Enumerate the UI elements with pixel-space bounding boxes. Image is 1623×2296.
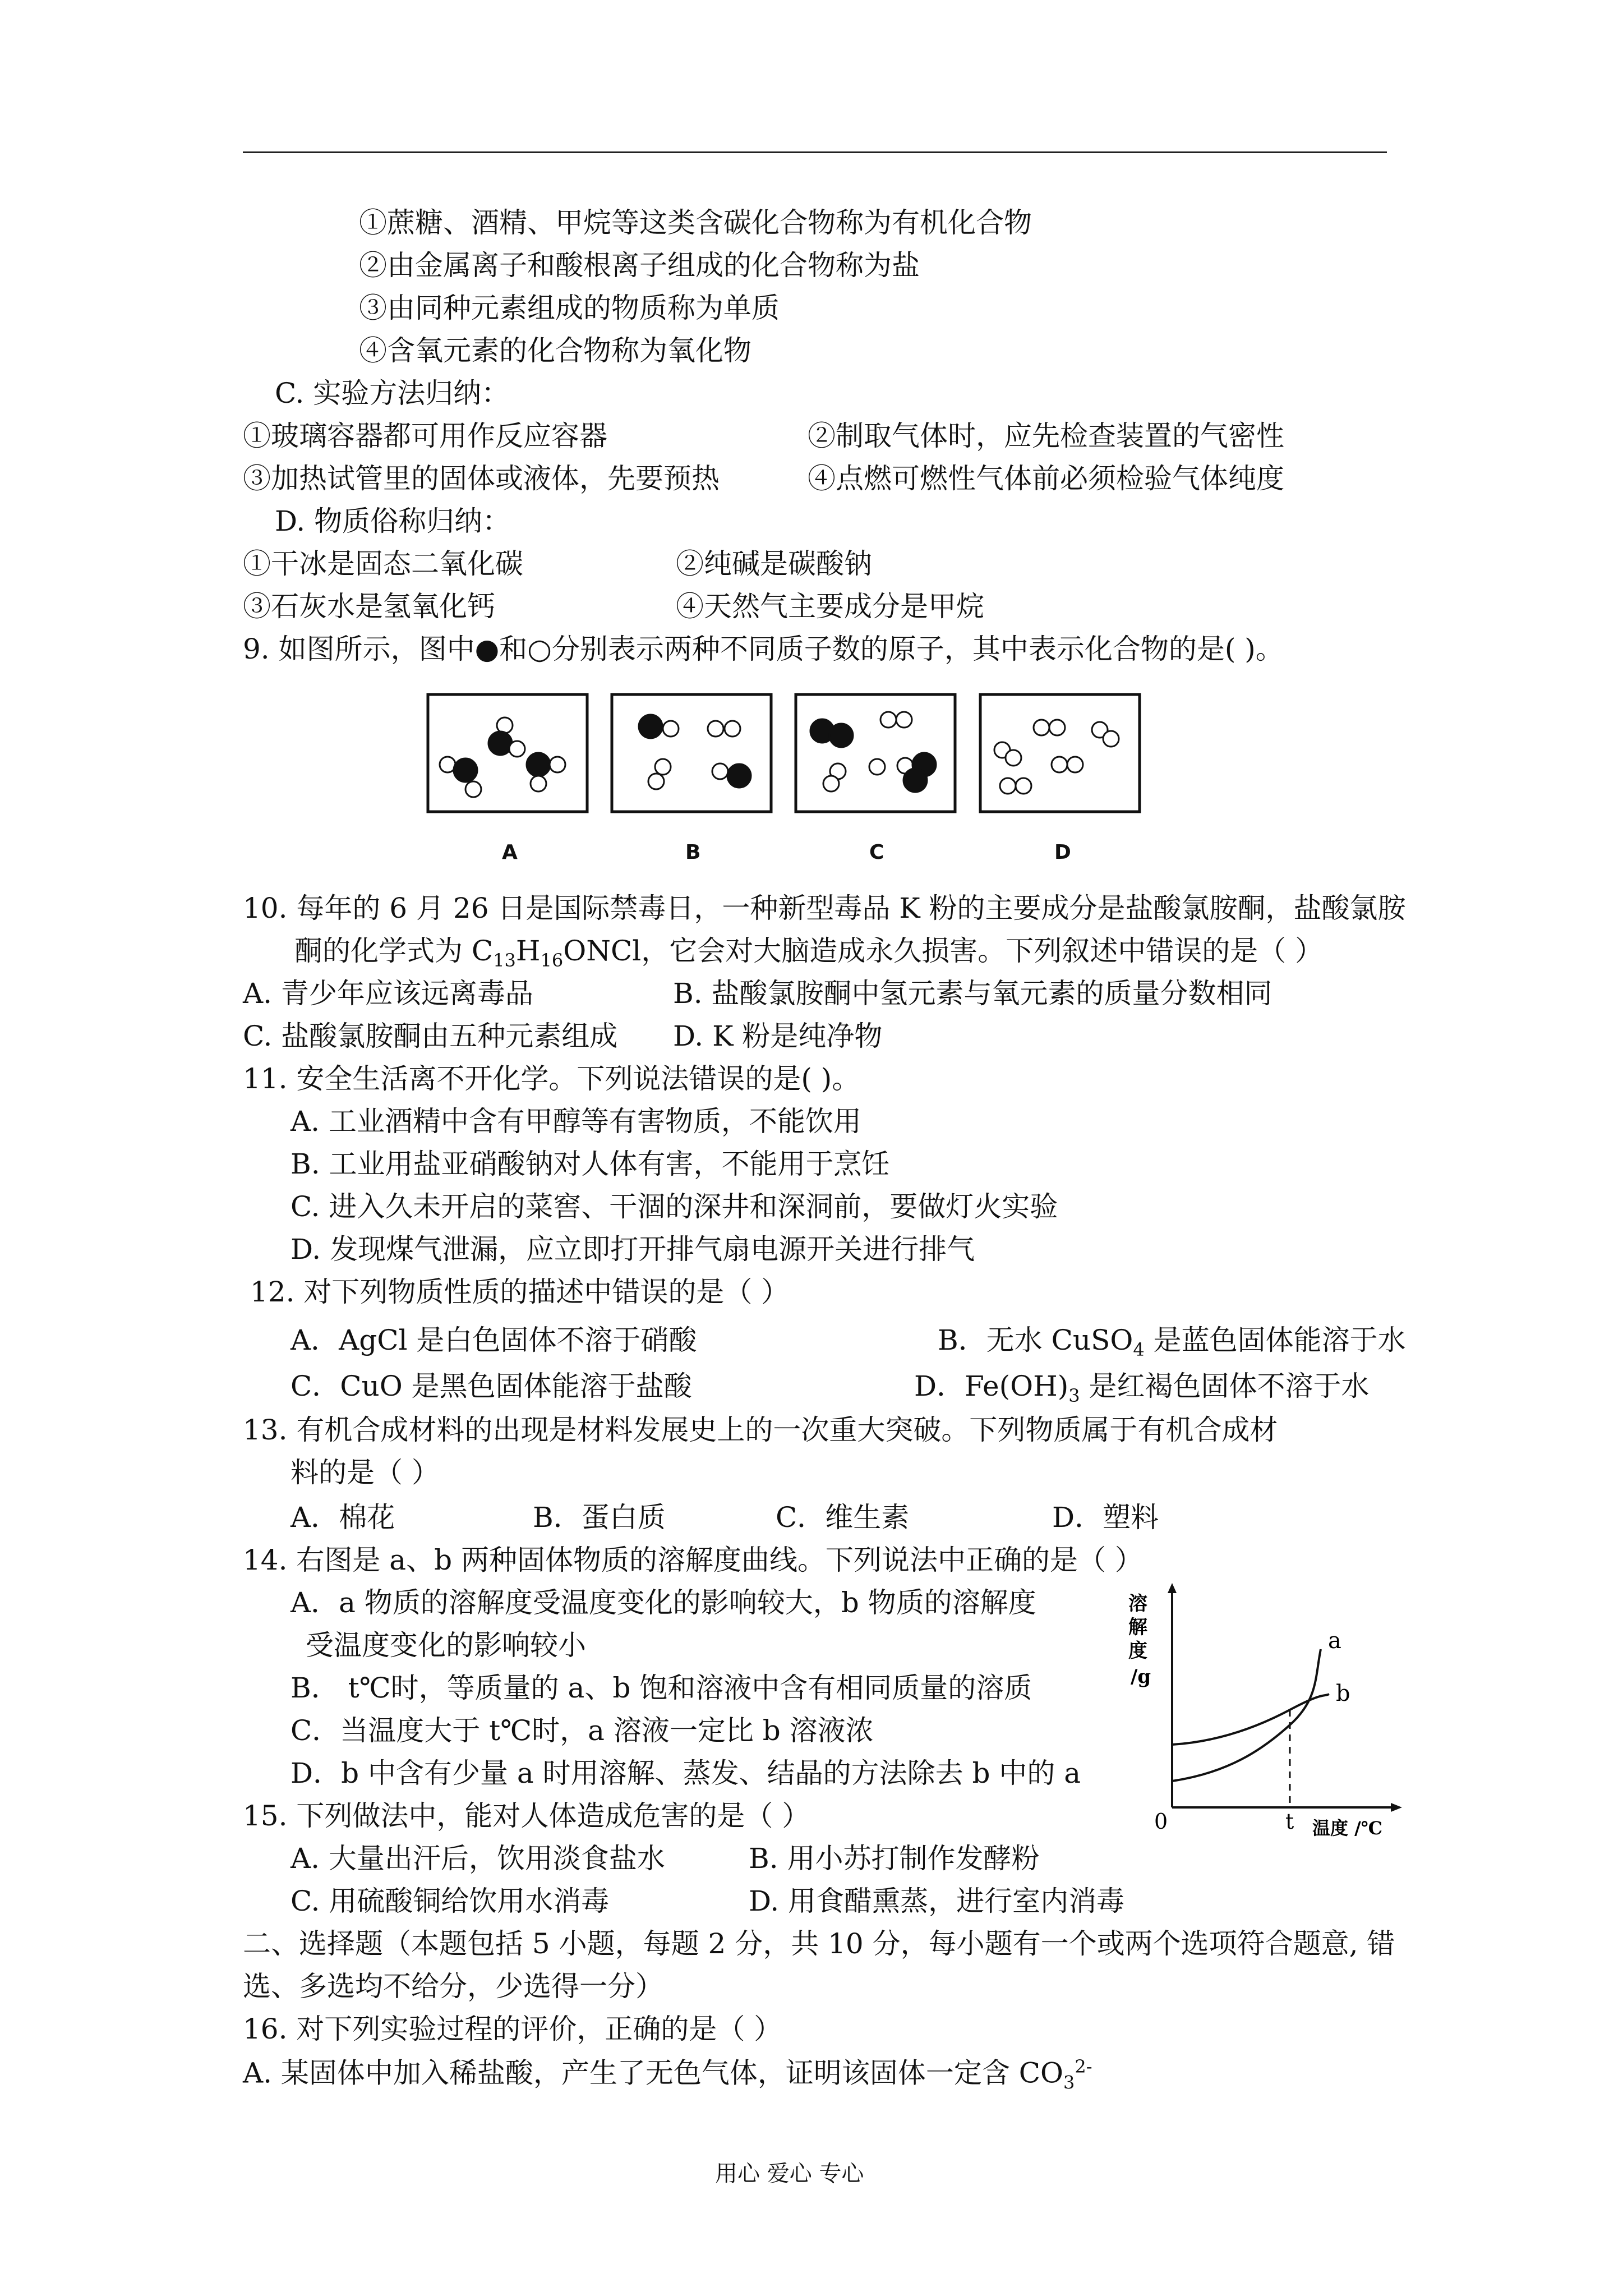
option: C．当温度大于 t℃时，a 溶液一定比 b 溶液浓	[291, 1714, 874, 1747]
question-16: 16. 对下列实验过程的评价，正确的是（ ）	[243, 2013, 782, 2045]
molecule-box-a	[426, 693, 589, 813]
text-line: ④含氧元素的化合物称为氧化物	[359, 334, 751, 367]
option: C．CuO 是黑色固体能溶于盐酸	[291, 1370, 692, 1402]
option-cont: 受温度变化的影响较小	[306, 1629, 586, 1662]
molecule-box-b	[610, 693, 773, 813]
question-9: 9. 如图所示，图中●和○分别表示两种不同质子数的原子，其中表示化合物的是( )。	[243, 633, 1284, 665]
section-heading: D. 物质俗称归纳：	[275, 505, 511, 537]
figure-caption: D	[1054, 841, 1071, 864]
question-13-cont: 料的是（ ）	[291, 1456, 440, 1489]
xlabel: 温度 /℃	[1312, 1818, 1383, 1839]
figure-caption: A	[502, 841, 518, 864]
option: A．a 物质的溶解度受温度变化的影响较大，b 物质的溶解度	[291, 1586, 1036, 1619]
ylabel-char: /g	[1131, 1665, 1151, 1688]
option: A．棉花	[291, 1501, 395, 1534]
ylabel-char: 度	[1128, 1640, 1147, 1662]
molecule-box-c	[794, 693, 957, 813]
curve-a-label: a	[1328, 1628, 1341, 1654]
option: A. 大量出汗后，饮用淡食盐水	[291, 1842, 665, 1875]
section-2-heading: 二、选择题（本题包括 5 小题，每题 2 分，共 10 分，每小题有一个或两个选项符合题意, 错	[243, 1927, 1395, 1960]
option: A．AgCl 是白色固体不溶于硝酸	[291, 1324, 697, 1356]
option: D. 发现煤气泄漏，应立即打开排气扇电源开关进行排气	[291, 1233, 975, 1266]
question-10-cont: 酮的化学式为 $C_{13}H_{16}ONCl$，它会对大脑造成永久损害。下列叙述中错误的是（ ）	[294, 935, 1324, 971]
text-line: ③加热试管里的固体或液体，先要预热	[243, 462, 720, 495]
option: D．b 中含有少量 a 时用溶解、蒸发、结晶的方法除去 b 中的 a	[291, 1757, 1081, 1789]
question-15: 15. 下列做法中，能对人体造成危害的是（ ）	[243, 1800, 810, 1832]
section-2-heading-cont: 选、多选均不给分，少选得一分）	[243, 1970, 663, 2003]
text-line: ④天然气主要成分是甲烷	[676, 590, 984, 623]
option: B．蛋白质	[533, 1501, 666, 1534]
text-line: ①干冰是固态二氧化碳	[243, 547, 523, 580]
question-11: 11. 安全生活离不开化学。下列说法错误的是( )。	[243, 1062, 860, 1095]
ylabel-char: 解	[1128, 1616, 1147, 1639]
option: D．塑料	[1052, 1501, 1159, 1534]
option: B. 用小苏打制作发酵粉	[749, 1842, 1040, 1875]
option: C. 进入久未开启的菜窖、干涸的深井和深洞前，要做灯火实验	[291, 1190, 1058, 1223]
option: C．维生素	[776, 1501, 910, 1534]
text-line: ③由同种元素组成的物质称为单质	[359, 292, 780, 324]
curve-a	[1172, 1649, 1321, 1781]
ylabel-char: 溶	[1128, 1593, 1147, 1615]
option: B．无水 CuSO$_4$ 是蓝色固体能溶于水	[938, 1324, 1406, 1360]
y-axis-arrow	[1168, 1583, 1177, 1593]
text-line: ②制取气体时，应先检查装置的气密性	[808, 420, 1284, 452]
option: A. 某固体中加入稀盐酸，产生了无色气体，证明该固体一定含 $CO_3^{2-}$	[243, 2056, 1092, 2093]
curve-b	[1172, 1694, 1329, 1745]
figure-caption: C	[869, 841, 884, 864]
page-footer: 用心 爱心 专心	[715, 2161, 864, 2187]
text-line: ②由金属离子和酸根离子组成的化合物称为盐	[359, 249, 920, 282]
header-rule	[243, 151, 1387, 153]
text-line: ④点燃可燃性气体前必须检验气体纯度	[808, 462, 1284, 495]
option: D．$Fe(OH)_3$ 是红褐色固体不溶于水	[914, 1370, 1370, 1406]
question-12: 12. 对下列物质性质的描述中错误的是（ ）	[250, 1276, 790, 1308]
option: B. 工业用盐亚硝酸钠对人体有害，不能用于烹饪	[291, 1148, 890, 1180]
solubility-graph	[1127, 1582, 1408, 1851]
option: C. 用硫酸铜给饮用水消毒	[291, 1885, 610, 1917]
origin-label: 0	[1154, 1809, 1168, 1834]
option: D. 用食醋熏蒸，进行室内消毒	[749, 1885, 1125, 1917]
option: A. 青少年应该远离毒品	[243, 977, 533, 1010]
text-line: ①玻璃容器都可用作反应容器	[243, 420, 607, 452]
t-tick-label: t	[1285, 1809, 1294, 1834]
option: B． t℃时，等质量的 a、b 饱和溶液中含有相同质量的溶质	[291, 1672, 1032, 1704]
molecule-box-d	[979, 693, 1141, 813]
option: B. 盐酸氯胺酮中氢元素与氧元素的质量分数相同	[673, 977, 1272, 1010]
option: D. K 粉是纯净物	[673, 1020, 883, 1052]
question-13: 13. 有机合成材料的出现是材料发展史上的一次重大突破。下列物质属于有机合成材	[243, 1414, 1278, 1446]
figure-caption: B	[685, 841, 701, 864]
text-line: ①蔗糖、酒精、甲烷等这类含碳化合物称为有机化合物	[359, 206, 1032, 239]
text-line: ②纯碱是碳酸钠	[676, 547, 872, 580]
option: C. 盐酸氯胺酮由五种元素组成	[243, 1020, 618, 1052]
question-14: 14. 右图是 a、b 两种固体物质的溶解度曲线。下列说法中正确的是（ ）	[243, 1544, 1143, 1576]
x-axis-arrow	[1391, 1803, 1402, 1812]
option: A. 工业酒精中含有甲醇等有害物质，不能饮用	[291, 1105, 861, 1138]
section-heading: C. 实验方法归纳：	[275, 377, 510, 409]
text-line: ③石灰水是氢氧化钙	[243, 590, 495, 623]
curve-b-label: b	[1336, 1681, 1350, 1706]
question-10: 10. 每年的 6 月 26 日是国际禁毒日，一种新型毒品 K 粉的主要成分是盐酸氯胺酮，盐酸氯胺	[243, 892, 1406, 924]
